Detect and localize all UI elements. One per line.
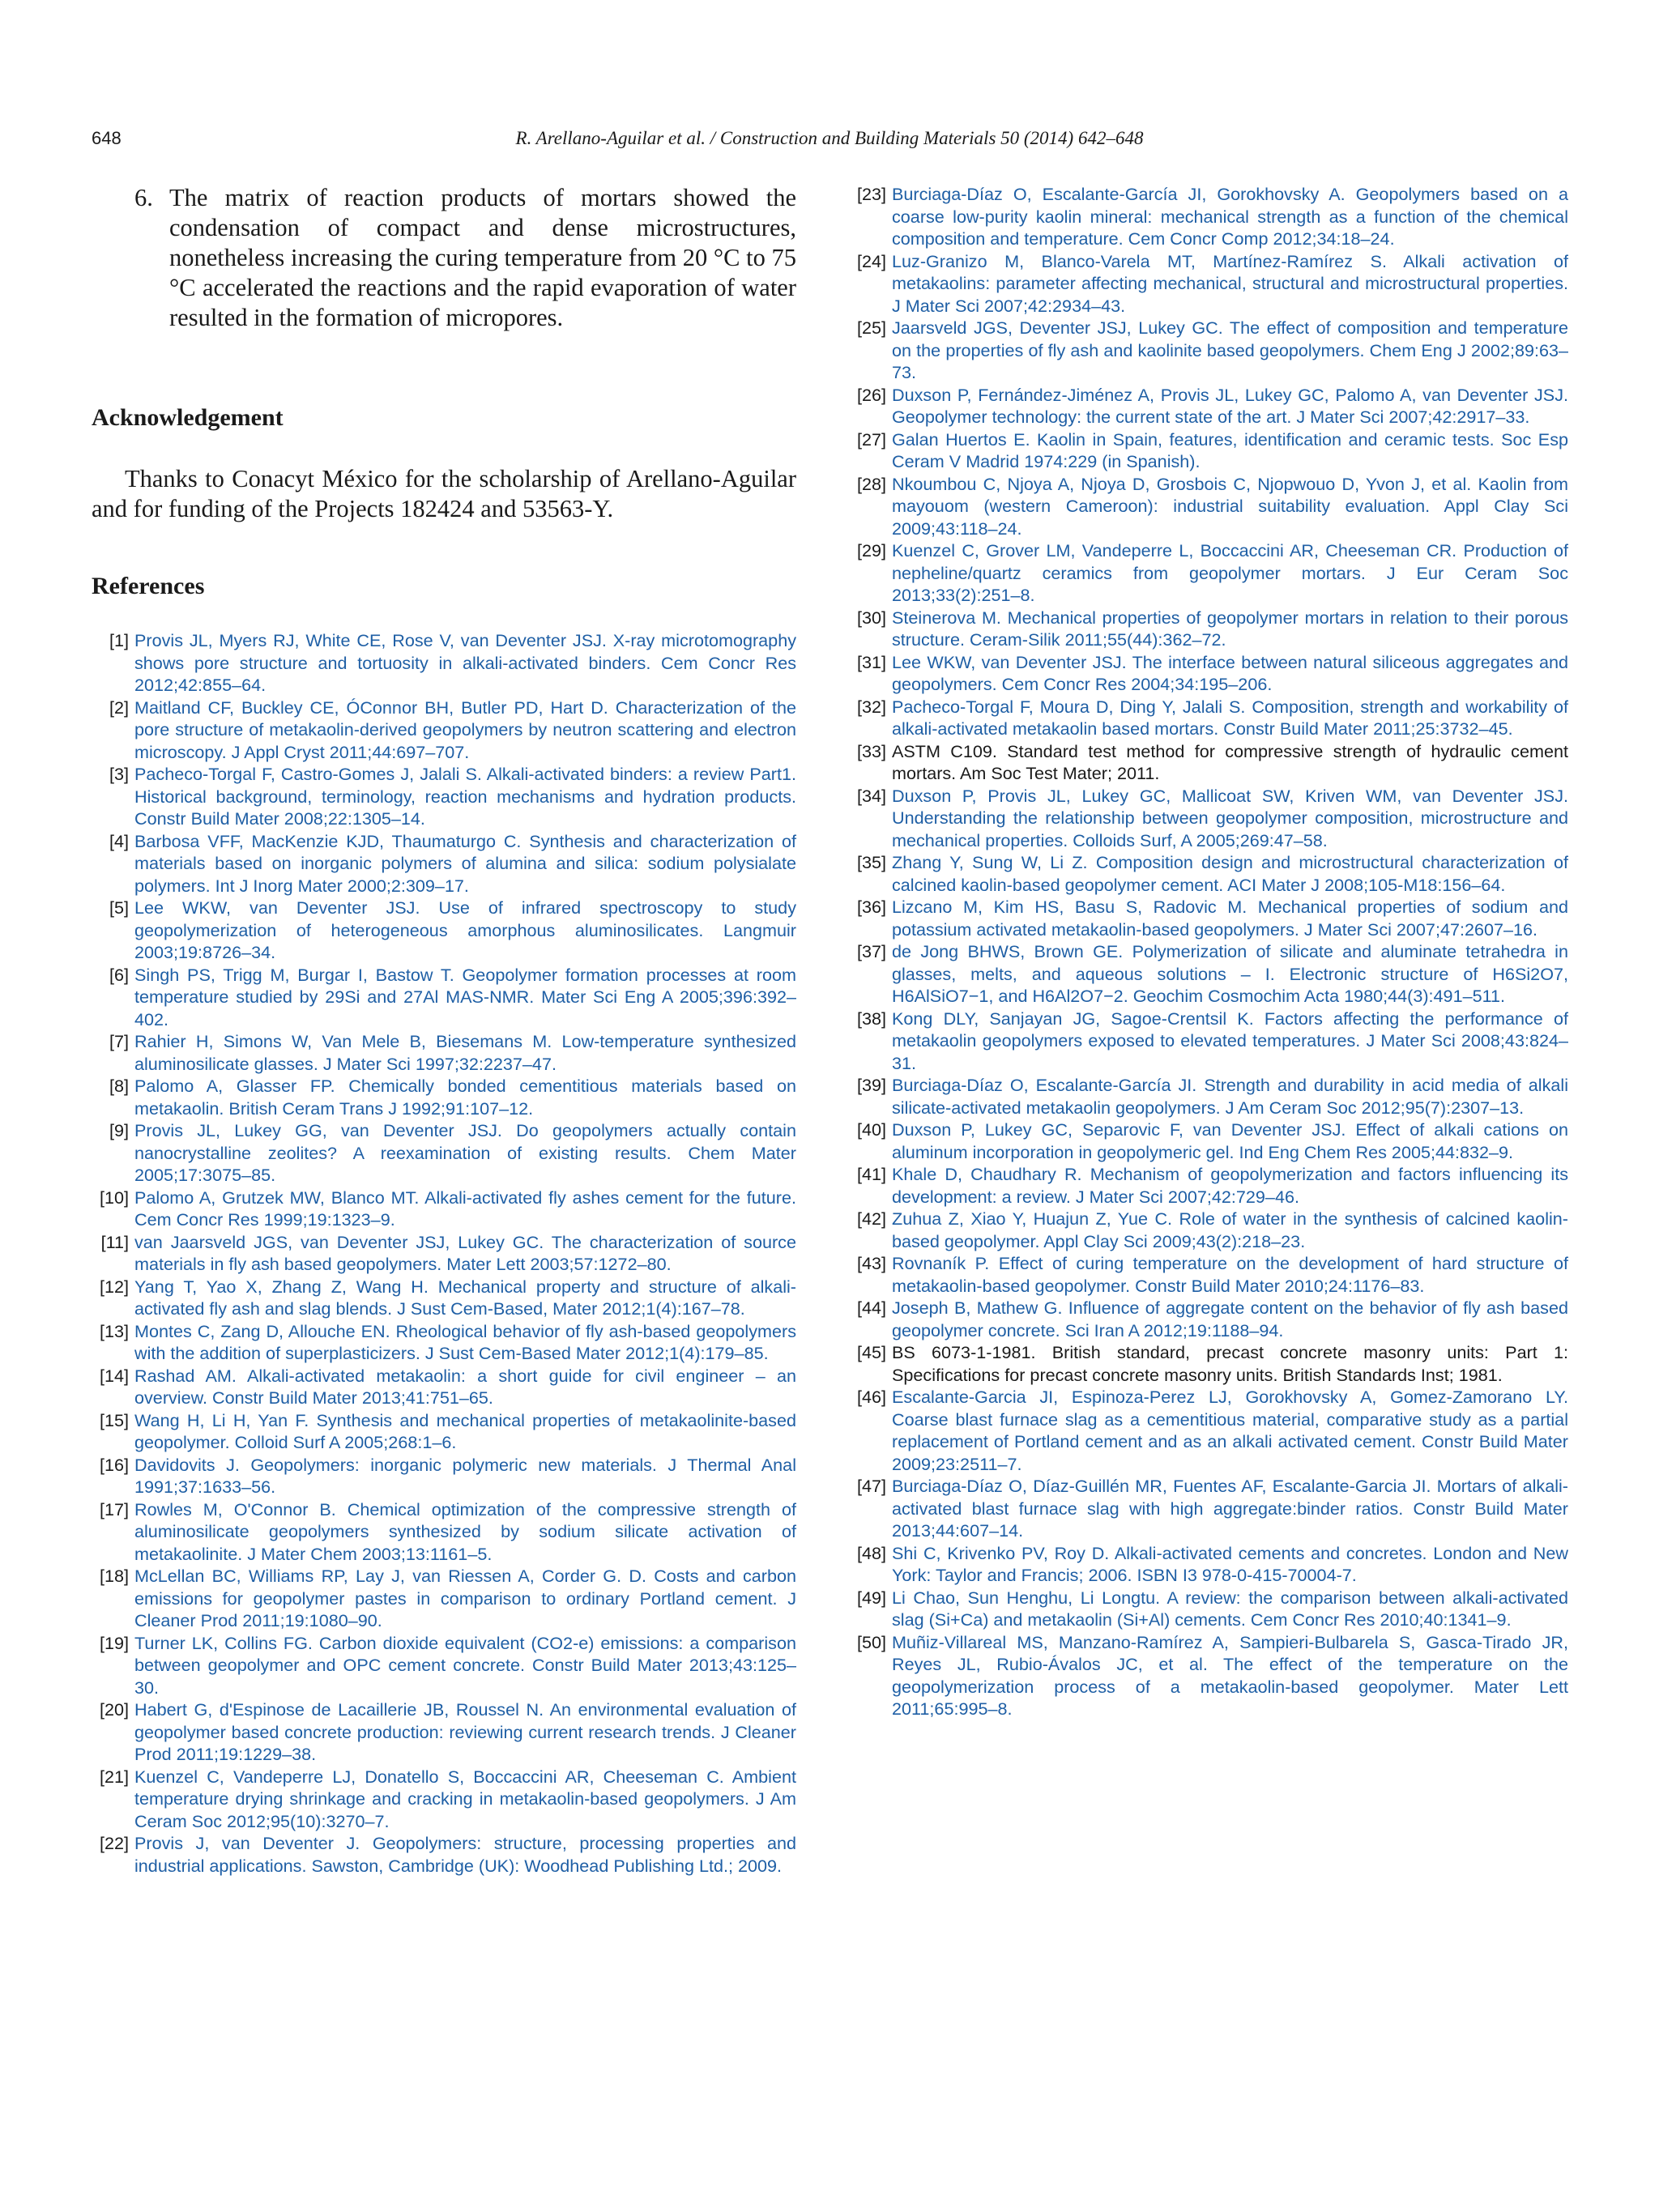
reference-link[interactable]: Montes C, Zang D, Allouche EN. Rheological behavior of fly ash-based geopolymers with the addition of superplasticizers. J Sust Cem-Based Mater 2012;1(4):179–85. <box>134 1320 796 1363</box>
conclusion-text: The matrix of reaction products of mortars showed the condensation of compact and dense microstructures, nonetheless increasing the curing temperature from 20 °C to 75 °C accelerated the reactions and the rapid evaporation of water resulted in the formation of micropores. <box>169 184 796 331</box>
running-head: R. Arellano-Aguilar et al. / Construction and Building Materials 50 (2014) 642–648 <box>515 128 1144 148</box>
reference-link[interactable]: Palomo A, Grutzek MW, Blanco MT. Alkali-activated fly ashes cement for the future. Cem Concr Res 1999;19:1323–9. <box>134 1187 796 1230</box>
reference-number: [40] <box>856 1119 886 1140</box>
reference-item <box>92 1498 796 1566</box>
reference-link[interactable]: de Jong BHWS, Brown GE. Polymerization of silicate and aluminate tetrahedra in glasses, melts, and aqueous solutions – I. Electronic structure of H6Si2O7, H6AlSiO7−1, and H6Al2O7−2. Geochim Cosmochim Acta 1980;44(3):491–511. <box>892 941 1568 1006</box>
reference-item <box>849 384 1568 428</box>
reference-number: [2] <box>109 697 129 718</box>
reference-number: [23] <box>856 184 886 204</box>
reference-link[interactable]: Li Chao, Sun Henghu, Li Longtu. A review: the comparison between alkali-activated slag (Si+Ca) and metakaolin (Si+Al) cements. Cem Concr Res 2010;40:1341–9. <box>892 1587 1568 1630</box>
reference-link[interactable]: Joseph B, Mathew G. Influence of aggregate content on the behavior of fly ash based geopolymer concrete. Sci Iran A 2012;19:1188–94. <box>892 1298 1568 1340</box>
reference-number: [16] <box>99 1454 129 1475</box>
reference-link[interactable]: Kong DLY, Sanjayan JG, Sagoe-Crentsil K. Factors affecting the performance of metakaolin geopolymers exposed to elevated temperatures. J Mater Sci 2008;43:824–31. <box>892 1008 1568 1073</box>
reference-link[interactable]: Shi C, Krivenko PV, Roy D. Alkali-activated cements and concretes. London and New York: Taylor and Francis; 2006. ISBN I3 978-0-415-70004-7. <box>892 1542 1568 1585</box>
reference-link[interactable]: Burciaga-Díaz O, Escalante-García JI, Gorokhovsky A. Geopolymers based on a coarse low-purity kaolin mineral: mechanical strength as a function of the chemical composition and temperature. Cem Concr Comp 2012;34:18–24. <box>892 184 1568 249</box>
reference-link[interactable]: Rovnaník P. Effect of curing temperature on the development of hard structure of metakaolin-based geopolymer. Constr Build Mater 2010;24:1176–83. <box>892 1253 1568 1296</box>
reference-item <box>92 1766 796 1833</box>
reference-text: ASTM C109. Standard test method for compressive strength of hydraulic cement mortars. Am Soc Test Mater; 2011. <box>892 740 1568 783</box>
reference-item <box>849 1208 1568 1252</box>
reference-item <box>849 1074 1568 1119</box>
reference-item <box>92 830 796 897</box>
reference-number: [3] <box>109 764 129 784</box>
reference-item <box>92 964 796 1031</box>
reference-link[interactable]: Galan Huertos E. Kaolin in Spain, features, identification and ceramic tests. Soc Esp Ceram V Madrid 1974:229 (in Spanish). <box>892 428 1568 471</box>
reference-link[interactable]: Lee WKW, van Deventer JSJ. The interface between natural siliceous aggregates and geopolymers. Cem Concr Res 2004;34:195–206. <box>892 651 1568 694</box>
reference-item <box>92 1231 796 1276</box>
reference-number: [19] <box>99 1632 129 1653</box>
reference-link[interactable]: Pacheco-Torgal F, Moura D, Ding Y, Jalali S. Composition, strength and workability of alkali-activated metakaolin based mortars. Constr Build Mater 2011;25:3732–45. <box>892 696 1568 739</box>
reference-link[interactable]: Davidovits J. Geopolymers: inorganic polymeric new materials. J Thermal Anal 1991;37:1633–56. <box>134 1454 796 1497</box>
page-number: 648 <box>92 128 122 148</box>
reference-number: [49] <box>856 1587 886 1608</box>
reference-number: [37] <box>856 941 886 961</box>
reference-item <box>92 1832 796 1877</box>
reference-number: [20] <box>99 1699 129 1720</box>
reference-number: [43] <box>856 1253 886 1273</box>
reference-number: [38] <box>856 1008 886 1029</box>
reference-link[interactable]: Kuenzel C, Vandeperre LJ, Donatello S, Boccaccini AR, Cheeseman C. Ambient temperature drying shrinkage and cracking in metakaolin-based geopolymers. J Am Ceram Soc 2012;95(10):3270–7. <box>134 1766 796 1831</box>
reference-number: [7] <box>109 1031 129 1051</box>
reference-number: [42] <box>856 1208 886 1229</box>
reference-item <box>92 1454 796 1498</box>
reference-link[interactable]: Provis JL, Lukey GG, van Deventer JSJ. Do geopolymers actually contain nanocrystalline zeolites? A reexamination of existing results. Chem Mater 2005;17:3075–85. <box>134 1120 796 1185</box>
reference-item <box>92 1565 796 1632</box>
reference-number: [4] <box>109 830 129 851</box>
reference-number: [29] <box>856 540 886 560</box>
reference-item <box>849 1587 1568 1631</box>
reference-item <box>92 1320 796 1365</box>
reference-item <box>92 1409 796 1454</box>
reference-link[interactable]: Turner LK, Collins FG. Carbon dioxide equivalent (CO2-e) emissions: a comparison between geopolymer and OPC cement concrete. Constr Build Mater 2013;43:125–30. <box>134 1632 796 1698</box>
reference-item <box>849 1386 1568 1475</box>
reference-number: [34] <box>856 785 886 806</box>
reference-number: [27] <box>856 428 886 450</box>
reference-link[interactable]: Duxson P, Provis JL, Lukey GC, Mallicoat SW, Kriven WM, van Deventer JSJ. Understanding the relationship between geopolymer composition, microstructure and mechanical properties. Colloids Surf, A 2005;269:47–58. <box>892 785 1568 850</box>
reference-number: [36] <box>856 897 886 917</box>
reference-link[interactable]: Duxson P, Lukey GC, Separovic F, van Deventer JSJ. Effect of alkali cations on aluminum incorporation in geopolymeric gel. Ind Eng Chem Res 2005;44:832–9. <box>892 1119 1568 1162</box>
reference-item <box>849 317 1568 384</box>
reference-number: [14] <box>99 1365 129 1386</box>
reference-number: [39] <box>856 1075 886 1095</box>
reference-link[interactable]: McLellan BC, Williams RP, Lay J, van Riessen A, Corder G. D. Costs and carbon emissions for geopolymer pastes in comparison to ordinary Portland cement. J Cleaner Prod 2011;19:1080–90. <box>134 1566 796 1630</box>
reference-item <box>849 539 1568 607</box>
reference-number: [31] <box>856 651 886 672</box>
acknowledgement-text: Thanks to Conacyt México for the scholarship of Arellano-Aguilar and for funding of the Projects 182424 and 53563-Y. <box>92 465 796 522</box>
reference-item <box>92 697 796 764</box>
reference-number: [47] <box>856 1476 886 1496</box>
reference-item <box>849 1631 1568 1720</box>
reference-number: [12] <box>99 1276 129 1297</box>
reference-link[interactable]: Zhang Y, Sung W, Li Z. Composition design and microstructural characterization of calcined kaolin-based geopolymer cement. ACI Mater J 2008;105-M18:156–64. <box>892 852 1568 895</box>
reference-link[interactable]: Yang T, Yao X, Zhang Z, Wang H. Mechanical property and structure of alkali-activated fly ash and slag blends. J Sust Cem-Based, Mater 2012;1(4):167–78. <box>134 1276 796 1319</box>
reference-link[interactable]: Luz-Granizo M, Blanco-Varela MT, Martínez-Ramírez S. Alkali activation of metakaolins: parameter affecting mechanical, structural and microstructural properties. J Mater Sci 2007;42:2934–43. <box>892 250 1568 316</box>
reference-item <box>849 1252 1568 1297</box>
reference-item <box>849 940 1568 1008</box>
reference-number: [33] <box>856 740 886 761</box>
references-list-right <box>849 183 1568 1720</box>
reference-item <box>849 1341 1568 1386</box>
reference-number: [28] <box>856 473 886 494</box>
reference-item <box>92 1187 796 1231</box>
reference-link[interactable]: Steinerova M. Mechanical properties of geopolymer mortars in relation to their porous structure. Ceram-Silik 2011;55(44):362–72. <box>892 607 1568 650</box>
reference-link[interactable]: Provis J, van Deventer J. Geopolymers: structure, processing properties and industrial applications. Sawston, Cambridge (UK): Woodhead Publishing Ltd.; 2009. <box>134 1833 796 1876</box>
reference-link[interactable]: Rowles M, O'Connor B. Chemical optimization of the compressive strength of aluminosilicate geopolymers synthesized by sodium silicate activation of metakaolinite. J Mater Chem 2003;13:1161–5. <box>134 1498 796 1564</box>
reference-number: [1] <box>109 630 129 650</box>
reference-item <box>849 1542 1568 1587</box>
reference-link[interactable]: Maitland CF, Buckley CE, ÓConnor BH, Butler PD, Hart D. Characterization of the pore structure of metakaolin-derived geopolymers by neutron scattering and electron microscopy. J Appl Cryst 2011;44:697–707. <box>134 697 796 762</box>
reference-number: [46] <box>856 1387 886 1407</box>
reference-link[interactable]: van Jaarsveld JGS, van Deventer JSJ, Lukey GC. The characterization of source materials in fly ash based geopolymers. Mater Lett 2003;57:1272–80. <box>134 1231 796 1274</box>
reference-number: [5] <box>109 897 129 918</box>
reference-item <box>849 1119 1568 1163</box>
reference-item <box>92 1119 796 1187</box>
reference-number: [44] <box>856 1298 886 1318</box>
reference-item <box>849 250 1568 318</box>
reference-number: [32] <box>856 696 886 717</box>
reference-link[interactable]: Lizcano M, Kim HS, Basu S, Radovic M. Mechanical properties of sodium and potassium activated metakaolin-based geopolymers. J Mater Sci 2007;47:2607–16. <box>892 897 1568 940</box>
reference-number: [30] <box>856 607 886 628</box>
reference-item <box>92 763 796 830</box>
reference-number: [11] <box>100 1231 129 1252</box>
reference-number: [22] <box>99 1833 129 1853</box>
reference-link[interactable]: Duxson P, Fernández-Jiménez A, Provis JL, Lukey GC, Palomo A, van Deventer JSJ. Geopolymer technology: the current state of the art. J Mater Sci 2007;42:2917–33. <box>892 384 1568 427</box>
reference-number: [18] <box>99 1566 129 1586</box>
reference-link[interactable]: Lee WKW, van Deventer JSJ. Use of infrared spectroscopy to study geopolymerization of heterogeneous amorphous aluminosilicates. Langmuir 2003;19:8726–34. <box>134 897 796 962</box>
reference-item <box>849 183 1568 250</box>
reference-number: [25] <box>856 318 886 338</box>
reference-item <box>92 1365 796 1409</box>
reference-number: [24] <box>856 250 886 271</box>
reference-item <box>92 1276 796 1320</box>
reference-item <box>849 1475 1568 1542</box>
reference-number: [9] <box>109 1120 129 1140</box>
reference-link[interactable]: Muñiz-Villareal MS, Manzano-Ramírez A, Sampieri-Bulbarela S, Gasca-Tirado JR, Reyes JL, Rubio-Ávalos JC, et al. The effect of the temperature on the geopolymerization process of a metakaolin-based geopolymer. Mater Lett 2011;65:995–8. <box>892 1631 1568 1719</box>
reference-link[interactable]: Wang H, Li H, Yan F. Synthesis and mechanical properties of metakaolinite-based geopolymer. Colloid Surf A 2005;268:1–6. <box>134 1409 796 1452</box>
reference-link[interactable]: Khale D, Chaudhary R. Mechanism of geopolymerization and factors influencing its development: a review. J Mater Sci 2007;42:729–46. <box>892 1164 1568 1207</box>
reference-link[interactable]: Nkoumbou C, Njoya A, Njoya D, Grosbois C, Njopwouo D, Yvon J, et al. Kaolin from mayouom (western Cameroon): industrial suitability evaluation. Appl Clay Sci 2009;43:118–24. <box>892 473 1568 539</box>
right-column <box>849 183 1568 1720</box>
reference-link[interactable]: Palomo A, Glasser FP. Chemically bonded cementitious materials based on metakaolin. British Ceram Trans J 1992;91:107–12. <box>134 1076 796 1119</box>
reference-link[interactable]: Kuenzel C, Grover LM, Vandeperre L, Boccaccini AR, Cheeseman CR. Production of nepheline/quartz ceramics from geopolymer mortars. J Eur Ceram Soc 2013;33(2):251–8. <box>892 540 1568 605</box>
acknowledgement-heading: Acknowledgement <box>92 404 284 431</box>
reference-link[interactable]: Burciaga-Díaz O, Escalante-García JI. Strength and durability in acid media of alkali silicate-activated metakaolin geopolymers. J Am Ceram Soc 2012;95(7):2307–13. <box>892 1075 1568 1118</box>
reference-link[interactable]: Rashad AM. Alkali-activated metakaolin: a short guide for civil engineer – an overview. Constr Build Mater 2013;41:751–65. <box>134 1365 796 1408</box>
references-heading: References <box>92 573 205 599</box>
reference-number: [50] <box>856 1631 886 1652</box>
reference-number: [15] <box>99 1409 129 1430</box>
reference-link[interactable]: Rahier H, Simons W, Van Mele B, Biesemans M. Low-temperature synthesized aluminosilicate glasses. J Mater Sci 1997;32:2237–47. <box>134 1031 796 1074</box>
reference-link[interactable]: Barbosa VFF, MacKenzie KJD, Thaumaturgo C. Synthesis and characterization of materials based on inorganic polymers of alumina and silica: sodium polysialate polymers. Int J Inorg Mater 2000;2:309–17. <box>134 830 796 896</box>
references-list-left <box>92 629 796 1877</box>
reference-number: [10] <box>99 1187 129 1208</box>
left-column <box>92 183 796 1877</box>
reference-item <box>92 1075 796 1119</box>
reference-item <box>849 1297 1568 1341</box>
reference-number: [6] <box>109 964 129 985</box>
conclusion-item <box>92 183 796 333</box>
reference-link[interactable]: Singh PS, Trigg M, Burgar I, Bastow T. Geopolymer formation processes at room temperature studied by 29Si and 27Al MAS-NMR. Mater Sci Eng A 2005;396:392–402. <box>134 964 796 1029</box>
reference-link[interactable]: Habert G, d'Espinose de Lacaillerie JB, Roussel N. An environmental evaluation of geopolymer based concrete production: reviewing current research trends. J Cleaner Prod 2011;19:1229–38. <box>134 1699 796 1764</box>
reference-item <box>92 1698 796 1766</box>
reference-link[interactable]: Pacheco-Torgal F, Castro-Gomes J, Jalali S. Alkali-activated binders: a review Part1. Historical background, terminology, reaction mechanisms and hydration products. Constr Build Mater 2008;22:1305–14. <box>134 764 796 829</box>
reference-item <box>849 896 1568 940</box>
reference-text: BS 6073-1-1981. British standard, precast concrete masonry units: Part 1: Specifications for precast concrete masonry units. British Standards Inst; 1981. <box>892 1342 1568 1385</box>
reference-link[interactable]: Jaarsveld JGS, Deventer JSJ, Lukey GC. The effect of composition and temperature on the properties of fly ash and kaolinite based geopolymers. Chem Eng J 2002;89:63–73. <box>892 318 1568 382</box>
reference-number: [21] <box>99 1766 129 1787</box>
reference-number: [48] <box>856 1542 886 1563</box>
reference-link[interactable]: Provis JL, Myers RJ, White CE, Rose V, van Deventer JSJ. X-ray microtomography shows pore structure and tortuosity in alkali-activated binders. Cem Concr Res 2012;42:855–64. <box>134 630 796 695</box>
reference-number: [45] <box>856 1342 886 1362</box>
reference-item <box>849 1163 1568 1208</box>
reference-number: [13] <box>99 1320 129 1341</box>
reference-number: [26] <box>856 384 886 405</box>
reference-link[interactable]: Burciaga-Díaz O, Díaz-Guillén MR, Fuentes AF, Escalante-Garcia JI. Mortars of alkali-activated blast furnace slag with high aggregate:binder ratios. Constr Build Mater 2013;44:607–14. <box>892 1476 1568 1541</box>
reference-item <box>849 785 1568 852</box>
reference-item <box>92 1632 796 1699</box>
reference-item <box>849 696 1568 740</box>
reference-number: [17] <box>99 1498 129 1519</box>
reference-number: [35] <box>856 852 886 872</box>
reference-item <box>849 1008 1568 1075</box>
conclusion-number: 6. <box>134 184 153 211</box>
reference-item <box>849 740 1568 785</box>
reference-item <box>92 1030 796 1075</box>
reference-item <box>92 629 796 697</box>
reference-item <box>849 473 1568 540</box>
reference-link[interactable]: Escalante-Garcia JI, Espinoza-Perez LJ, Gorokhovsky A, Gomez-Zamorano LY. Coarse blast furnace slag as a cementitious material, comparative study as a partial replacement of Portland cement and as an alkali activated cement. Constr Build Mater 2009;23:2511–7. <box>892 1387 1568 1474</box>
reference-item <box>849 428 1568 473</box>
reference-link[interactable]: Zuhua Z, Xiao Y, Huajun Z, Yue C. Role of water in the synthesis of calcined kaolin-based geopolymer. Appl Clay Sci 2009;43(2):218–23. <box>892 1208 1568 1251</box>
reference-item <box>849 607 1568 651</box>
reference-item <box>92 897 796 964</box>
reference-number: [41] <box>856 1164 886 1184</box>
reference-number: [8] <box>109 1076 129 1096</box>
reference-item <box>849 851 1568 896</box>
reference-item <box>849 651 1568 696</box>
